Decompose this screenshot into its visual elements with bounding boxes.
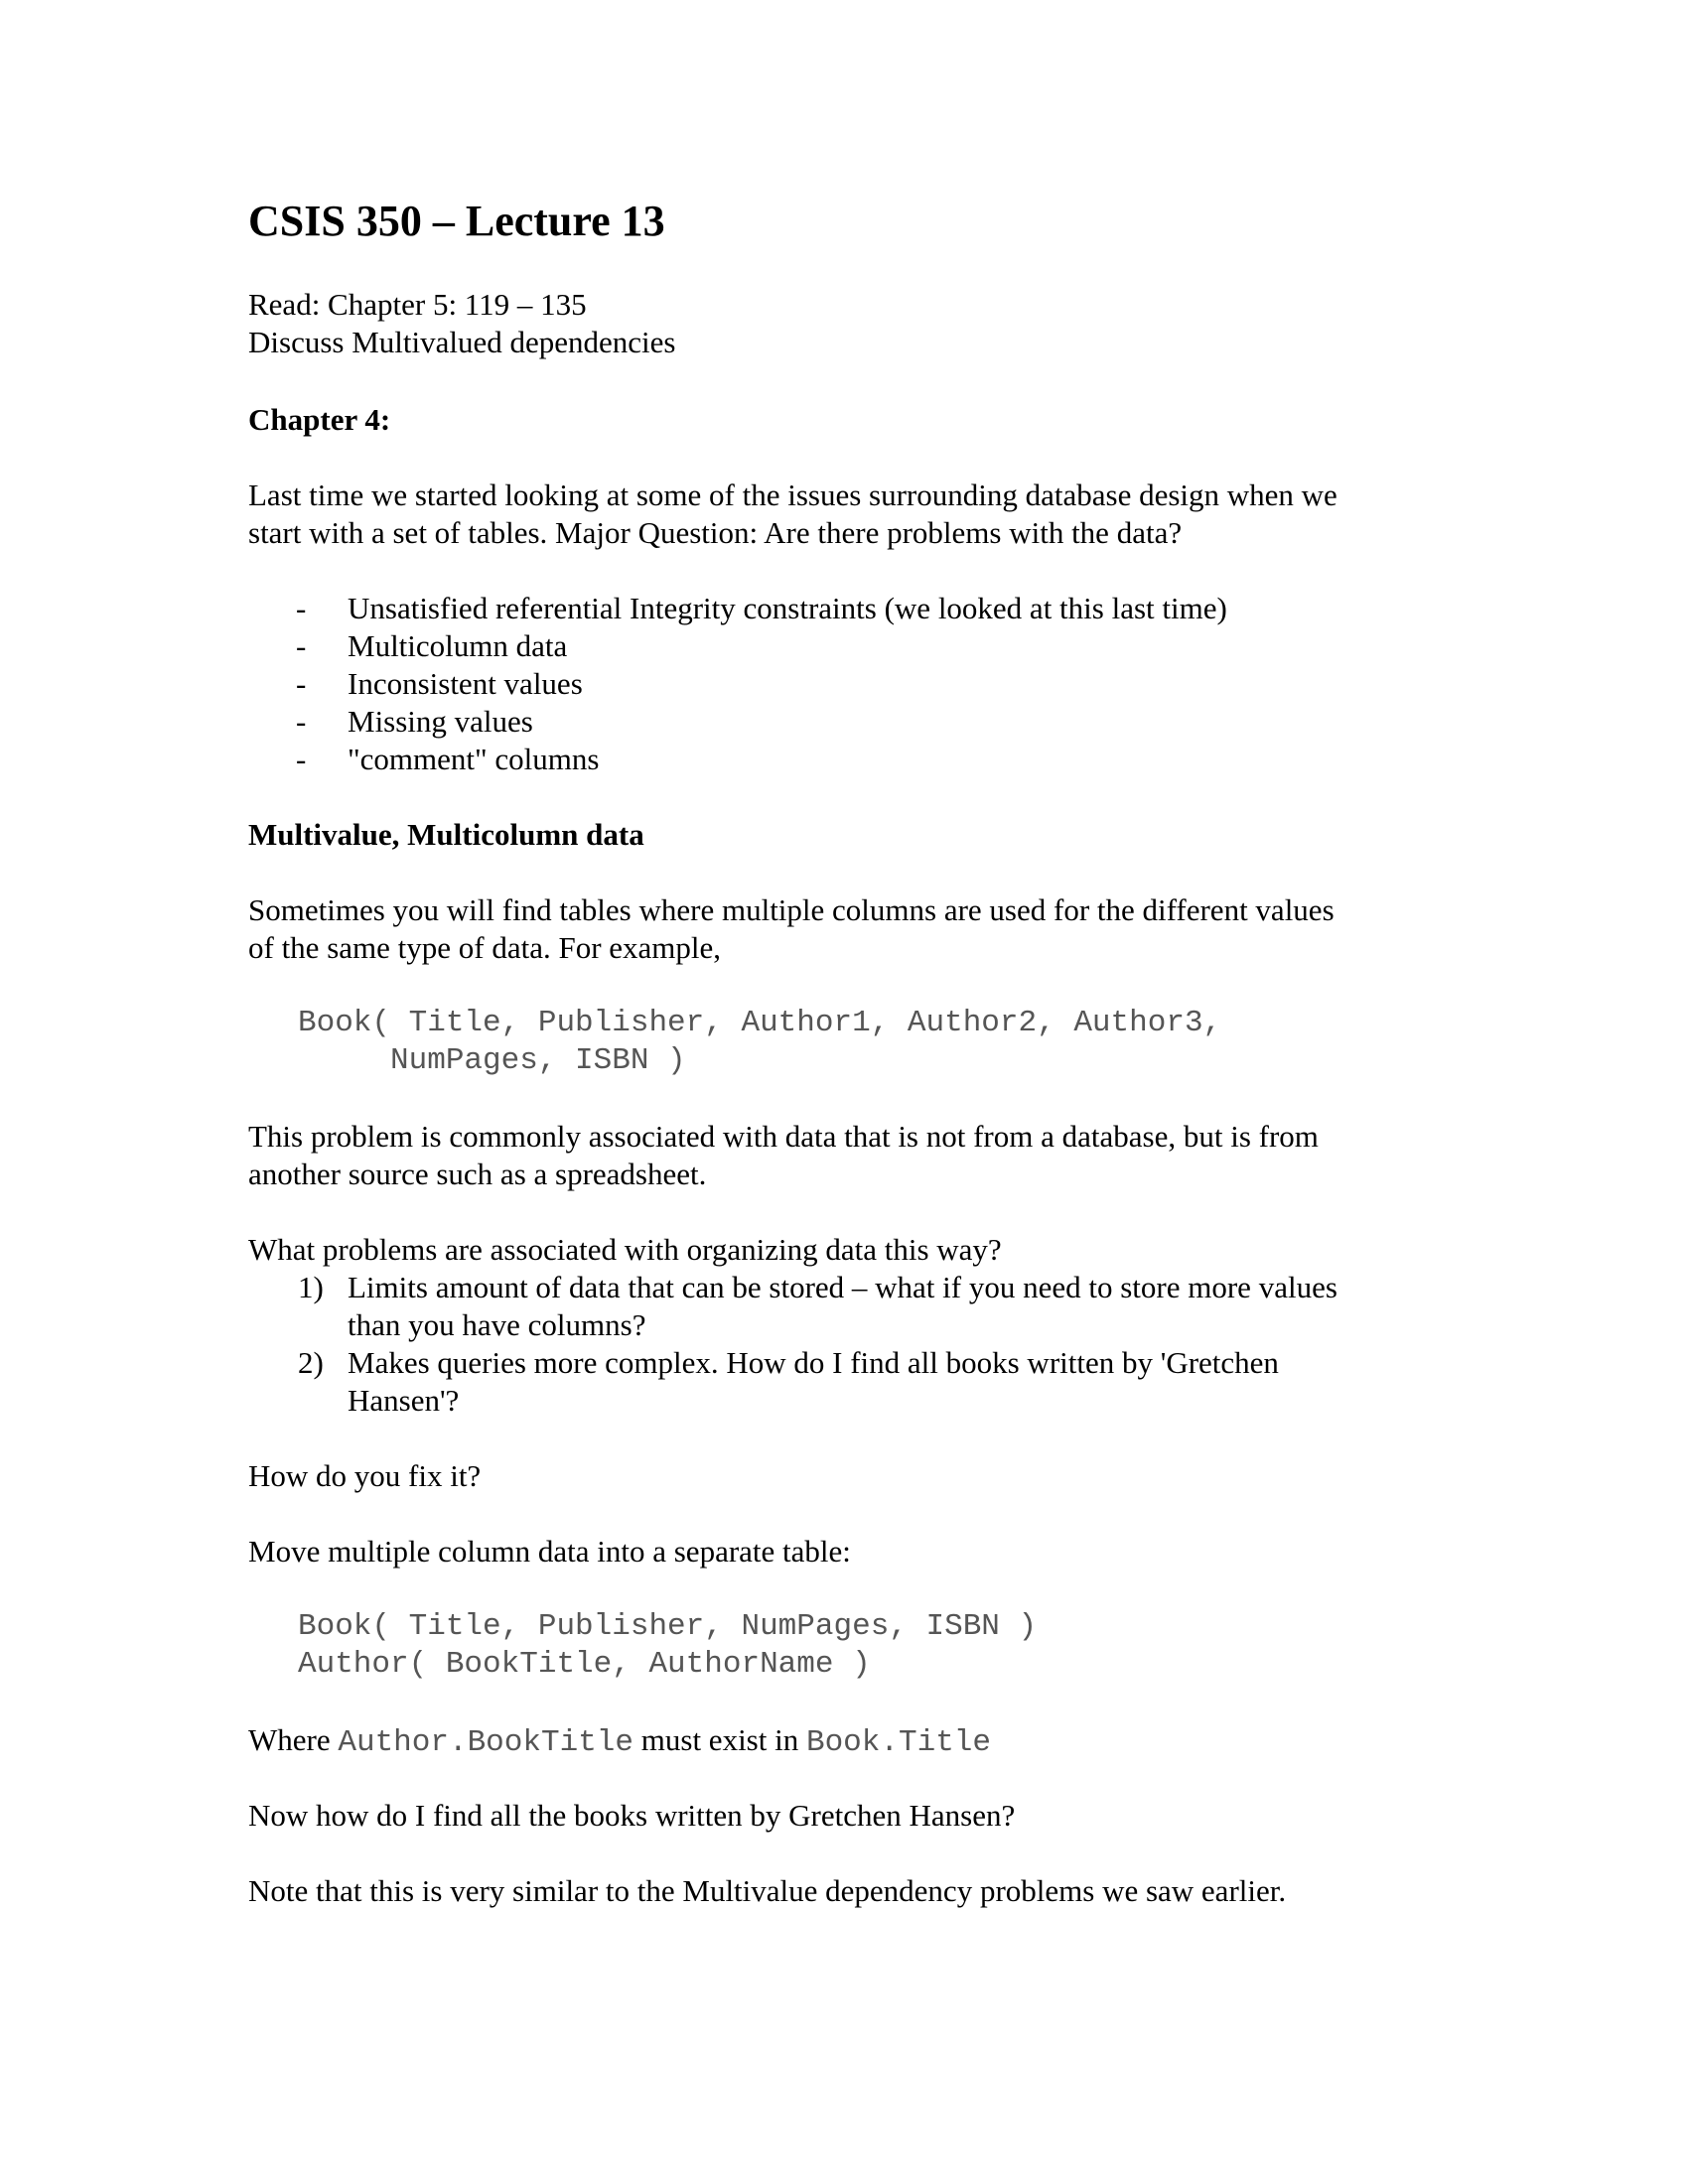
discussion-topic: Discuss Multivalued dependencies (248, 325, 676, 359)
code-solution-line-1: Book( Title, Publisher, NumPages, ISBN ) (298, 1609, 1038, 1644)
dash-bullet-icon: - (296, 704, 307, 739)
problem-para-line-1: This problem is commonly associated with data that is not from a database, but is from (248, 1119, 1319, 1154)
code-example-line-1: Book( Title, Publisher, Author1, Author2, Author3, (298, 1006, 1222, 1040)
fix-answer: Move multiple column data into a separate table: (248, 1534, 851, 1569)
followup-question: Now how do I find all the books written by Gretchen Hansen? (248, 1798, 1016, 1833)
intro-line-2: start with a set of tables. Major Question: Are there problems with the data? (248, 515, 1183, 550)
constraint-line: Where Author.BookTitle must exist in Book.Title (248, 1722, 991, 1760)
fix-question: How do you fix it? (248, 1458, 482, 1493)
section-para-line-1: Sometimes you will find tables where multiple columns are used for the different values (248, 892, 1335, 927)
page-title: CSIS 350 – Lecture 13 (248, 197, 665, 245)
dash-bullet-icon: - (296, 742, 307, 776)
problem-para-line-2: another source such as a spreadsheet. (248, 1157, 707, 1191)
item-number: 1) (298, 1270, 324, 1304)
dash-bullet-icon: - (296, 628, 307, 663)
code-solution-line-2: Author( BookTitle, AuthorName ) (298, 1647, 871, 1682)
item-number: 2) (298, 1345, 324, 1380)
section-para-line-2: of the same type of data. For example, (248, 930, 722, 965)
chapter-heading: Chapter 4: (248, 402, 391, 437)
section-heading: Multivalue, Multicolumn data (248, 817, 644, 852)
inline-code: Author.BookTitle (338, 1725, 634, 1760)
dash-bullet-icon: - (296, 666, 307, 701)
reading-assignment: Read: Chapter 5: 119 – 135 (248, 287, 587, 322)
code-example-line-2: NumPages, ISBN ) (298, 1043, 686, 1078)
inline-code: Book.Title (805, 1725, 991, 1760)
closing-note: Note that this is very similar to the Multivalue dependency problems we saw earlier. (248, 1873, 1287, 1908)
problems-question: What problems are associated with organizing data this way? (248, 1232, 1002, 1267)
dash-bullet-icon: - (296, 591, 307, 625)
intro-line-1: Last time we started looking at some of the issues surrounding database design when we (248, 478, 1337, 512)
